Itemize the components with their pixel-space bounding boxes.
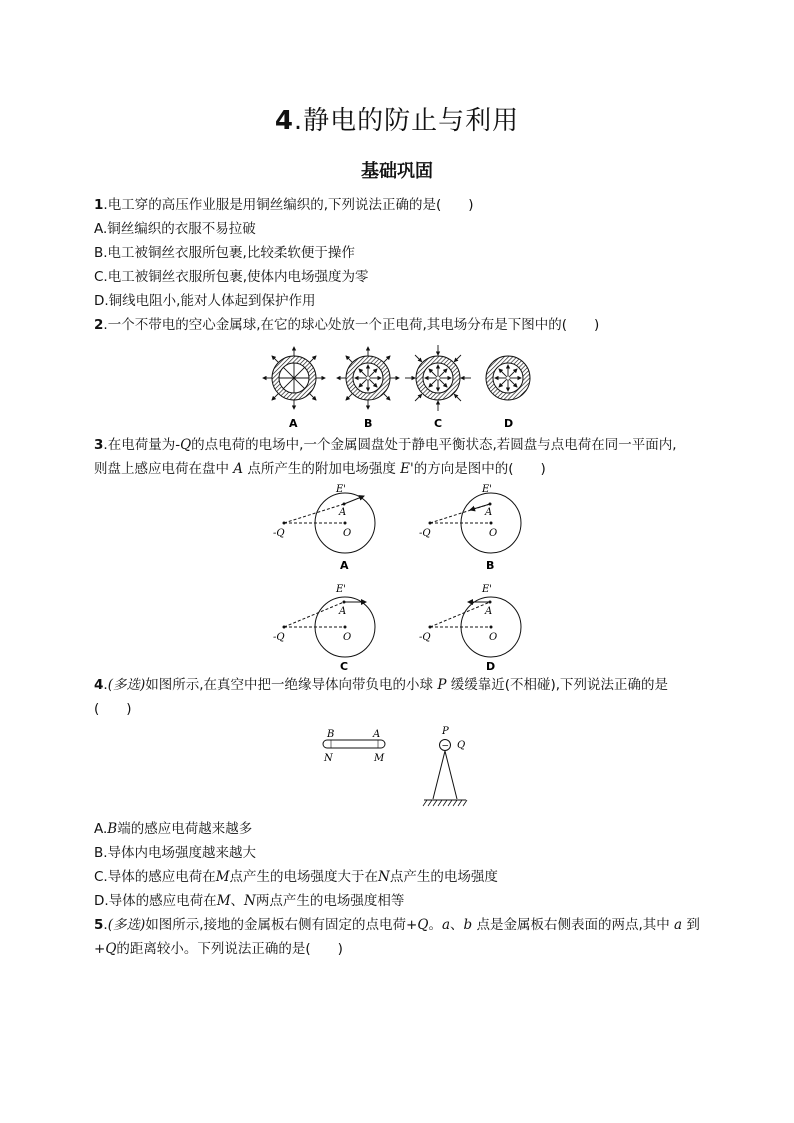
q3-figure: [268, 480, 528, 672]
svg-text:A: A: [485, 507, 493, 518]
q2-label-c: C: [434, 417, 443, 430]
svg-text:O: O: [343, 632, 352, 643]
q4-conductor: [323, 729, 385, 764]
svg-text:-Q: -Q: [273, 528, 285, 539]
svg-text:E': E': [336, 584, 347, 595]
svg-text:M: M: [374, 753, 385, 764]
q2-option-a-diagram: [263, 347, 325, 409]
q2-label-d: D: [504, 417, 514, 430]
q3-option-d-diagram: [419, 584, 521, 657]
svg-text:O: O: [489, 632, 498, 643]
svg-text:E': E': [336, 484, 347, 495]
q2-option-c-diagram: [405, 345, 471, 411]
svg-text:-Q: -Q: [419, 632, 431, 643]
q1-option-a: A.铜丝编织的衣服不易拉破: [94, 221, 256, 237]
svg-text:B: B: [327, 729, 335, 740]
q3-stem-line2: 则盘上感应电荷在盘中 A 点所产生的附加电场强度 E'的方向是图中的( ): [94, 461, 546, 477]
q1-option-c: C.电工被铜丝衣服所包裹,使体内电场强度为零: [94, 269, 369, 285]
q5-stem-line2: +Q的距离较小。下列说法正确的是( ): [94, 941, 343, 957]
q3-label-a: A: [340, 559, 349, 572]
q4-charged-ball: [423, 726, 467, 806]
q4-option-b: B.导体内电场强度越来越大: [94, 845, 257, 861]
svg-text:−: −: [441, 741, 450, 752]
q3-label-c: C: [340, 660, 349, 672]
q3-option-a-diagram: [273, 484, 375, 553]
q3-label-d: D: [486, 660, 496, 672]
page-title: 4.静电的防止与利用: [274, 106, 520, 136]
svg-text:O: O: [343, 528, 352, 539]
svg-text:A: A: [339, 606, 347, 617]
svg-text:A: A: [373, 729, 381, 740]
svg-text:-Q: -Q: [273, 632, 285, 643]
svg-text:Q: Q: [457, 740, 466, 751]
title-number: 4: [274, 106, 294, 136]
q3-option-b-diagram: [419, 484, 521, 553]
svg-text:A: A: [339, 507, 347, 518]
q4-option-a: A.B端的感应电荷越来越多: [94, 821, 253, 837]
q4-stem-line2: ( ): [94, 701, 132, 717]
q3-option-c-diagram: [273, 584, 375, 657]
svg-text:E': E': [482, 484, 493, 495]
svg-text:E': E': [482, 584, 493, 595]
svg-text:O: O: [489, 528, 498, 539]
q2-stem: 2.一个不带电的空心金属球,在它的球心处放一个正电荷,其电场分布是下图中的( ): [94, 317, 600, 333]
section-heading: 基础巩固: [361, 161, 433, 182]
q2-option-b-diagram: [337, 347, 399, 409]
q1-option-d: D.铜线电阻小,能对人体起到保护作用: [94, 293, 316, 309]
q3-stem-line1: 3.在电荷量为-Q的点电荷的电场中,一个金属圆盘处于静电平衡状态,若圆盘与点电荷在同一平面内,: [94, 437, 677, 453]
q2-label-a: A: [289, 417, 298, 430]
title-text: 静电的防止与利用: [303, 106, 520, 136]
q4-option-c: C.导体的感应电荷在M点产生的电场强度大于在N点产生的电场强度: [94, 869, 498, 885]
q4-stem-line1: 4.(多选)如图所示,在真空中把一绝缘导体向带负电的小球 P 缓缓靠近(不相碰),下列说法正确的是: [94, 677, 669, 693]
q4-figure: [316, 726, 476, 810]
q1-stem: 1.电工穿的高压作业服是用铜丝编织的,下列说法正确的是( ): [94, 197, 474, 213]
q4-option-d: D.导体的感应电荷在M、N两点产生的电场强度相等: [94, 893, 405, 909]
svg-text:N: N: [324, 753, 333, 764]
q2-option-d-diagram: [486, 356, 530, 400]
svg-text:P: P: [442, 726, 449, 737]
svg-text:-Q: -Q: [419, 528, 431, 539]
q5-stem-line1: 5.(多选)如图所示,接地的金属板右侧有固定的点电荷+Q。a、b 点是金属板右侧表面的两点,其中 a 到: [94, 917, 700, 933]
q2-label-b: B: [364, 417, 373, 430]
q1-option-b: B.电工被铜丝衣服所包裹,比较柔软便于操作: [94, 245, 355, 261]
q2-figure: [258, 345, 548, 435]
svg-text:A: A: [485, 606, 493, 617]
q3-label-b: B: [486, 559, 495, 572]
